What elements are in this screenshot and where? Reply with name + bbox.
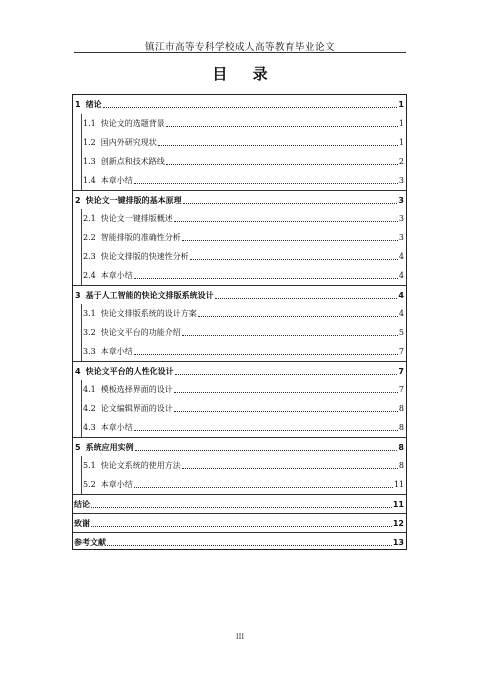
toc-entry[interactable] xyxy=(73,95,406,114)
toc-title: 快论文的选题背景 xyxy=(100,119,165,128)
toc-page-number: 3 xyxy=(398,214,404,223)
toc-number: 4.2 xyxy=(83,404,96,413)
toc-entry[interactable] xyxy=(73,342,406,361)
toc-page-number: 3 xyxy=(398,233,404,242)
toc-leader-dots xyxy=(158,145,398,146)
toc-page-number: 7 xyxy=(398,347,404,356)
toc-leader-dots xyxy=(182,240,398,241)
toc-page-number: 11 xyxy=(392,500,404,509)
toc-entry[interactable] xyxy=(73,380,406,399)
toc-entry[interactable] xyxy=(73,285,406,305)
toc-title: 快论文排版系统的设计方案 xyxy=(100,309,197,318)
toc-entry[interactable] xyxy=(73,361,406,381)
toc-leader-dots xyxy=(134,278,398,279)
toc-title: 本章小结 xyxy=(100,423,133,432)
toc-entry[interactable] xyxy=(73,152,406,171)
toc-number: 2.2 xyxy=(83,233,96,242)
toc-number: 2.4 xyxy=(83,271,96,280)
toc-title: 快论文排版的快速性分析 xyxy=(100,252,189,261)
toc-number: 1.3 xyxy=(83,157,96,166)
toc-leader-dots xyxy=(134,354,398,355)
toc-number: 5.2 xyxy=(83,480,96,489)
toc-leader-dots xyxy=(190,259,398,260)
toc-leader-dots xyxy=(174,221,398,222)
toc-page-number: 12 xyxy=(392,519,404,528)
toc-number: 2.1 xyxy=(83,214,96,223)
toc-page-number: 7 xyxy=(398,367,404,376)
toc-entry[interactable] xyxy=(73,304,406,323)
toc-title: 本章小结 xyxy=(100,347,133,356)
toc-entry[interactable] xyxy=(73,513,406,533)
toc-title: 模板选择界面的设计 xyxy=(100,385,173,394)
toc-page-number: 7 xyxy=(398,385,404,394)
toc-entry[interactable] xyxy=(73,399,406,418)
toc-page-number: 2 xyxy=(398,157,404,166)
toc-title: 参考文献 xyxy=(74,538,106,547)
toc-number: 4.3 xyxy=(83,423,96,432)
toc-leader-dots xyxy=(174,392,398,393)
toc-leader-dots xyxy=(174,411,398,412)
toc-leader-dots xyxy=(135,450,398,451)
toc-number: 3 xyxy=(75,291,81,300)
toc-number: 3.2 xyxy=(83,328,96,337)
toc-title: 致谢 xyxy=(74,519,90,528)
toc-title: 结论 xyxy=(74,500,90,509)
toc-page-number: 1 xyxy=(398,138,404,147)
toc-entry[interactable] xyxy=(73,133,406,152)
toc-entry[interactable] xyxy=(73,266,406,285)
header-rule xyxy=(74,52,406,53)
toc-entry[interactable] xyxy=(73,209,406,228)
toc-title: 快论文平台的人性化设计 xyxy=(85,367,174,376)
toc-page-number: 4 xyxy=(398,252,404,261)
toc-number: 4 xyxy=(75,367,81,376)
toc-leader-dots xyxy=(107,545,392,546)
toc-entry[interactable] xyxy=(73,418,406,437)
page-title: 目 录 xyxy=(212,65,278,83)
toc-entry[interactable] xyxy=(73,171,406,190)
toc-number: 5.1 xyxy=(83,461,96,470)
toc-page-number: 4 xyxy=(398,309,404,318)
toc-entry[interactable] xyxy=(73,475,406,494)
toc-number: 2 xyxy=(75,196,81,205)
toc-number: 5 xyxy=(75,443,81,452)
toc-title: 本章小结 xyxy=(100,176,133,185)
toc-page-number: 13 xyxy=(392,538,404,547)
toc-leader-dots xyxy=(166,126,398,127)
toc-entry[interactable] xyxy=(73,228,406,247)
toc-page-number: 4 xyxy=(398,291,404,300)
toc-entry[interactable] xyxy=(73,323,406,342)
toc-number: 1.4 xyxy=(83,176,96,185)
toc-page-number: 8 xyxy=(398,423,404,432)
toc-leader-dots xyxy=(182,468,398,469)
toc-number: 3.1 xyxy=(83,309,96,318)
toc-leader-dots xyxy=(182,335,398,336)
toc-number: 4.1 xyxy=(83,385,96,394)
toc-page-number: 8 xyxy=(398,443,404,452)
toc-title: 系统应用实例 xyxy=(85,443,134,452)
toc-title: 智能排版的准确性分析 xyxy=(100,233,181,242)
toc-leader-dots xyxy=(91,507,392,508)
toc-page-number: 4 xyxy=(398,271,404,280)
toc-page-number: 5 xyxy=(398,328,404,337)
toc-title: 快论文一键排版的基本原理 xyxy=(85,196,182,205)
toc-leader-dots xyxy=(103,107,398,108)
toc-entry[interactable] xyxy=(73,532,406,552)
toc-entry[interactable] xyxy=(73,456,406,475)
toc-title: 论文编辑界面的设计 xyxy=(100,404,173,413)
toc-title: 绪论 xyxy=(85,100,102,109)
toc-entry[interactable] xyxy=(73,437,406,457)
toc-leader-dots xyxy=(166,164,398,165)
toc-leader-dots xyxy=(215,298,398,299)
toc-title: 国内外研究现状 xyxy=(100,138,157,147)
toc-number: 1.1 xyxy=(83,119,96,128)
toc-number: 1 xyxy=(75,100,81,109)
header-text: 镇江市高等专科学校成人高等教育毕业论文 xyxy=(144,42,335,53)
toc-page-number: 8 xyxy=(398,461,404,470)
toc-title: 创新点和技术路线 xyxy=(100,157,165,166)
toc-leader-dots xyxy=(198,316,398,317)
page-number: III xyxy=(235,633,245,641)
toc-number: 3.3 xyxy=(83,347,96,356)
toc-page-number: 1 xyxy=(398,100,404,109)
toc-entry[interactable] xyxy=(73,247,406,266)
toc-page-number: 8 xyxy=(398,404,404,413)
toc-number: 1.2 xyxy=(83,138,96,147)
toc-leader-dots xyxy=(134,430,398,431)
toc-leader-dots xyxy=(91,526,392,527)
toc-title: 本章小结 xyxy=(100,480,133,489)
toc-page-number: 1 xyxy=(398,119,404,128)
toc-entry[interactable] xyxy=(73,494,406,514)
table-of-contents xyxy=(72,94,407,550)
toc-number: 2.3 xyxy=(83,252,96,261)
toc-title: 快论文平台的功能介绍 xyxy=(100,328,181,337)
toc-leader-dots xyxy=(134,183,398,184)
toc-title: 快论文一键排版概述 xyxy=(100,214,173,223)
toc-leader-dots xyxy=(183,203,398,204)
toc-entry[interactable] xyxy=(73,190,406,210)
toc-title: 快论文系统的使用方法 xyxy=(100,461,181,470)
toc-entry[interactable] xyxy=(73,114,406,133)
toc-leader-dots xyxy=(175,374,398,375)
toc-title: 本章小结 xyxy=(100,271,133,280)
toc-page-number: 3 xyxy=(398,196,404,205)
toc-page-number: 11 xyxy=(393,480,404,489)
toc-title: 基于人工智能的快论文排版系统设计 xyxy=(85,291,214,300)
toc-leader-dots xyxy=(134,487,393,488)
toc-page-number: 3 xyxy=(398,176,404,185)
